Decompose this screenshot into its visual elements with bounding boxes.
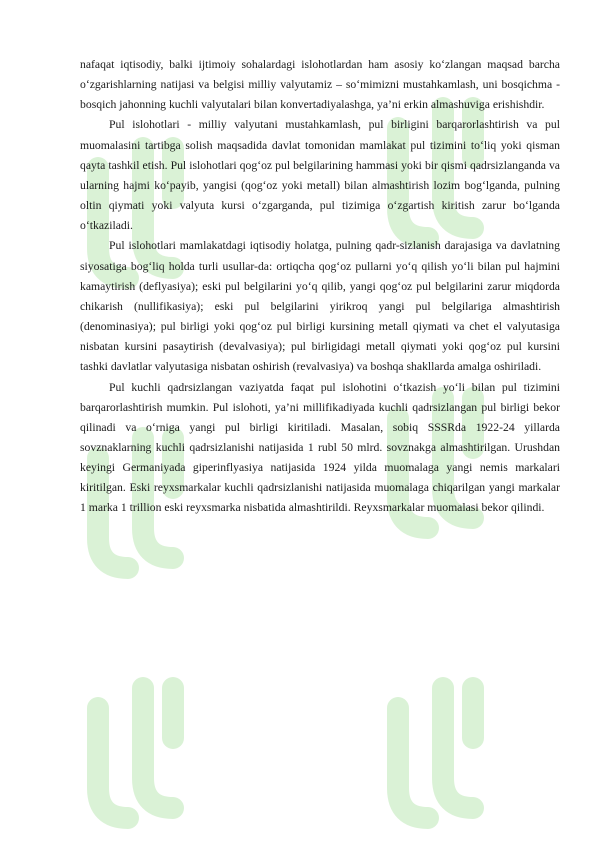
watermark-logo-icon (68, 668, 208, 838)
paragraph-1: nafaqat iqtisodiy, balki ijtimoiy sohalardagi islohotlardan ham asosiy ko‘zlangan maqsad barcha o‘zgarishlarning natijasi va belgisi milliy valyutamiz – so‘mimizni mustahkamlash, uni bosqichma - bosqich jahonning kuchli valyutalari bilan konvertadiyalashga, ya’ni erkin almashuviga erishishdir. (80, 58, 560, 112)
paragraph-2: Pul islohotlari - milliy valyutani mustahkamlash, pul birligini barqarorlashtirish va pul muomalasini tartibga solish maqsadida davlat tomonidan mamlakat pul tizimini to‘liq yoki qisman qayta tashkil etish. Pul islohotlari qog‘oz pul belgilarining hammasi yoki bir qismi qadrsizlanganda va ularning hajmi ko‘payib, yangisi (qog‘oz yoki metall) bilan almashtirish lozim bog‘lganda, pulning oltin qiymati yoki valyuta kursi o‘zgarganda, pul tizimiga o‘zgartish kiritish zarur bo‘lganda o‘tkaziladi. (80, 118, 560, 233)
paragraph-4: Pul kuchli qadrsizlangan vaziyatda faqat pul islohotini o‘tkazish yo‘li bilan pul tizimini barqarorlashtirish mumkin. Pul islohoti, ya’ni millifikadiyada kuchli qadrsizlangan pul birligi bekor qilinadi va o‘rniga yangi pul birligi kiritiladi. Masalan, sobiq SSSRda 1922-24 yillarda sovznaklarning kuchli qadrsizlanishi natijasida 1 rubl 50 mlrd. sovznakga almashtirilgan. Urushdan keyingi Germaniyada giperinflyasiya natijasida 1924 yilda muomalaga yangi nemis markalari kiritilgan. Eski reyxsmarkalar kuchli qadrsizlanishi natijasida muomalaga chiqarilgan yangi markalar 1 marka 1 trillion eski reyxsmarka nisbatida almashtirildi. Reyxsmarkalar muomalasi bekor qilindi. (80, 380, 560, 515)
watermark-logo-icon (368, 668, 508, 838)
paragraph-3: Pul islohotlari mamlakatdagi iqtisodiy holatga, pulning qadr-sizlanish darajasiga va davlatning siyosatiga bog‘liq holda turli usullar-da: ortiqcha qog‘oz pullarni yo‘q qilish yo‘li bilan pul hajmini kamaytirish (deflyasiya); eski pul belgilarini yo‘q qilib, yangi qog‘oz pul belgilarini zarur miqdorda chikarish (nullifikasiya); eski pul belgilarini yirikroq yangi pul belgilariga almashtirish (denominasiya); pul birligi yoki qog‘oz pul birligi kursining metall qiymati va chet el valyutasiga nisbatan kursini pasaytirish (devalvasiya); pul birligidagi metall qiymati yoki qog‘oz pul kursini tashki davlatlar valyutasiga nisbatan oshirish (revalvasiya) va boshqa shakllarda amalga oshiriladi. (80, 239, 560, 374)
body-text (80, 55, 560, 519)
